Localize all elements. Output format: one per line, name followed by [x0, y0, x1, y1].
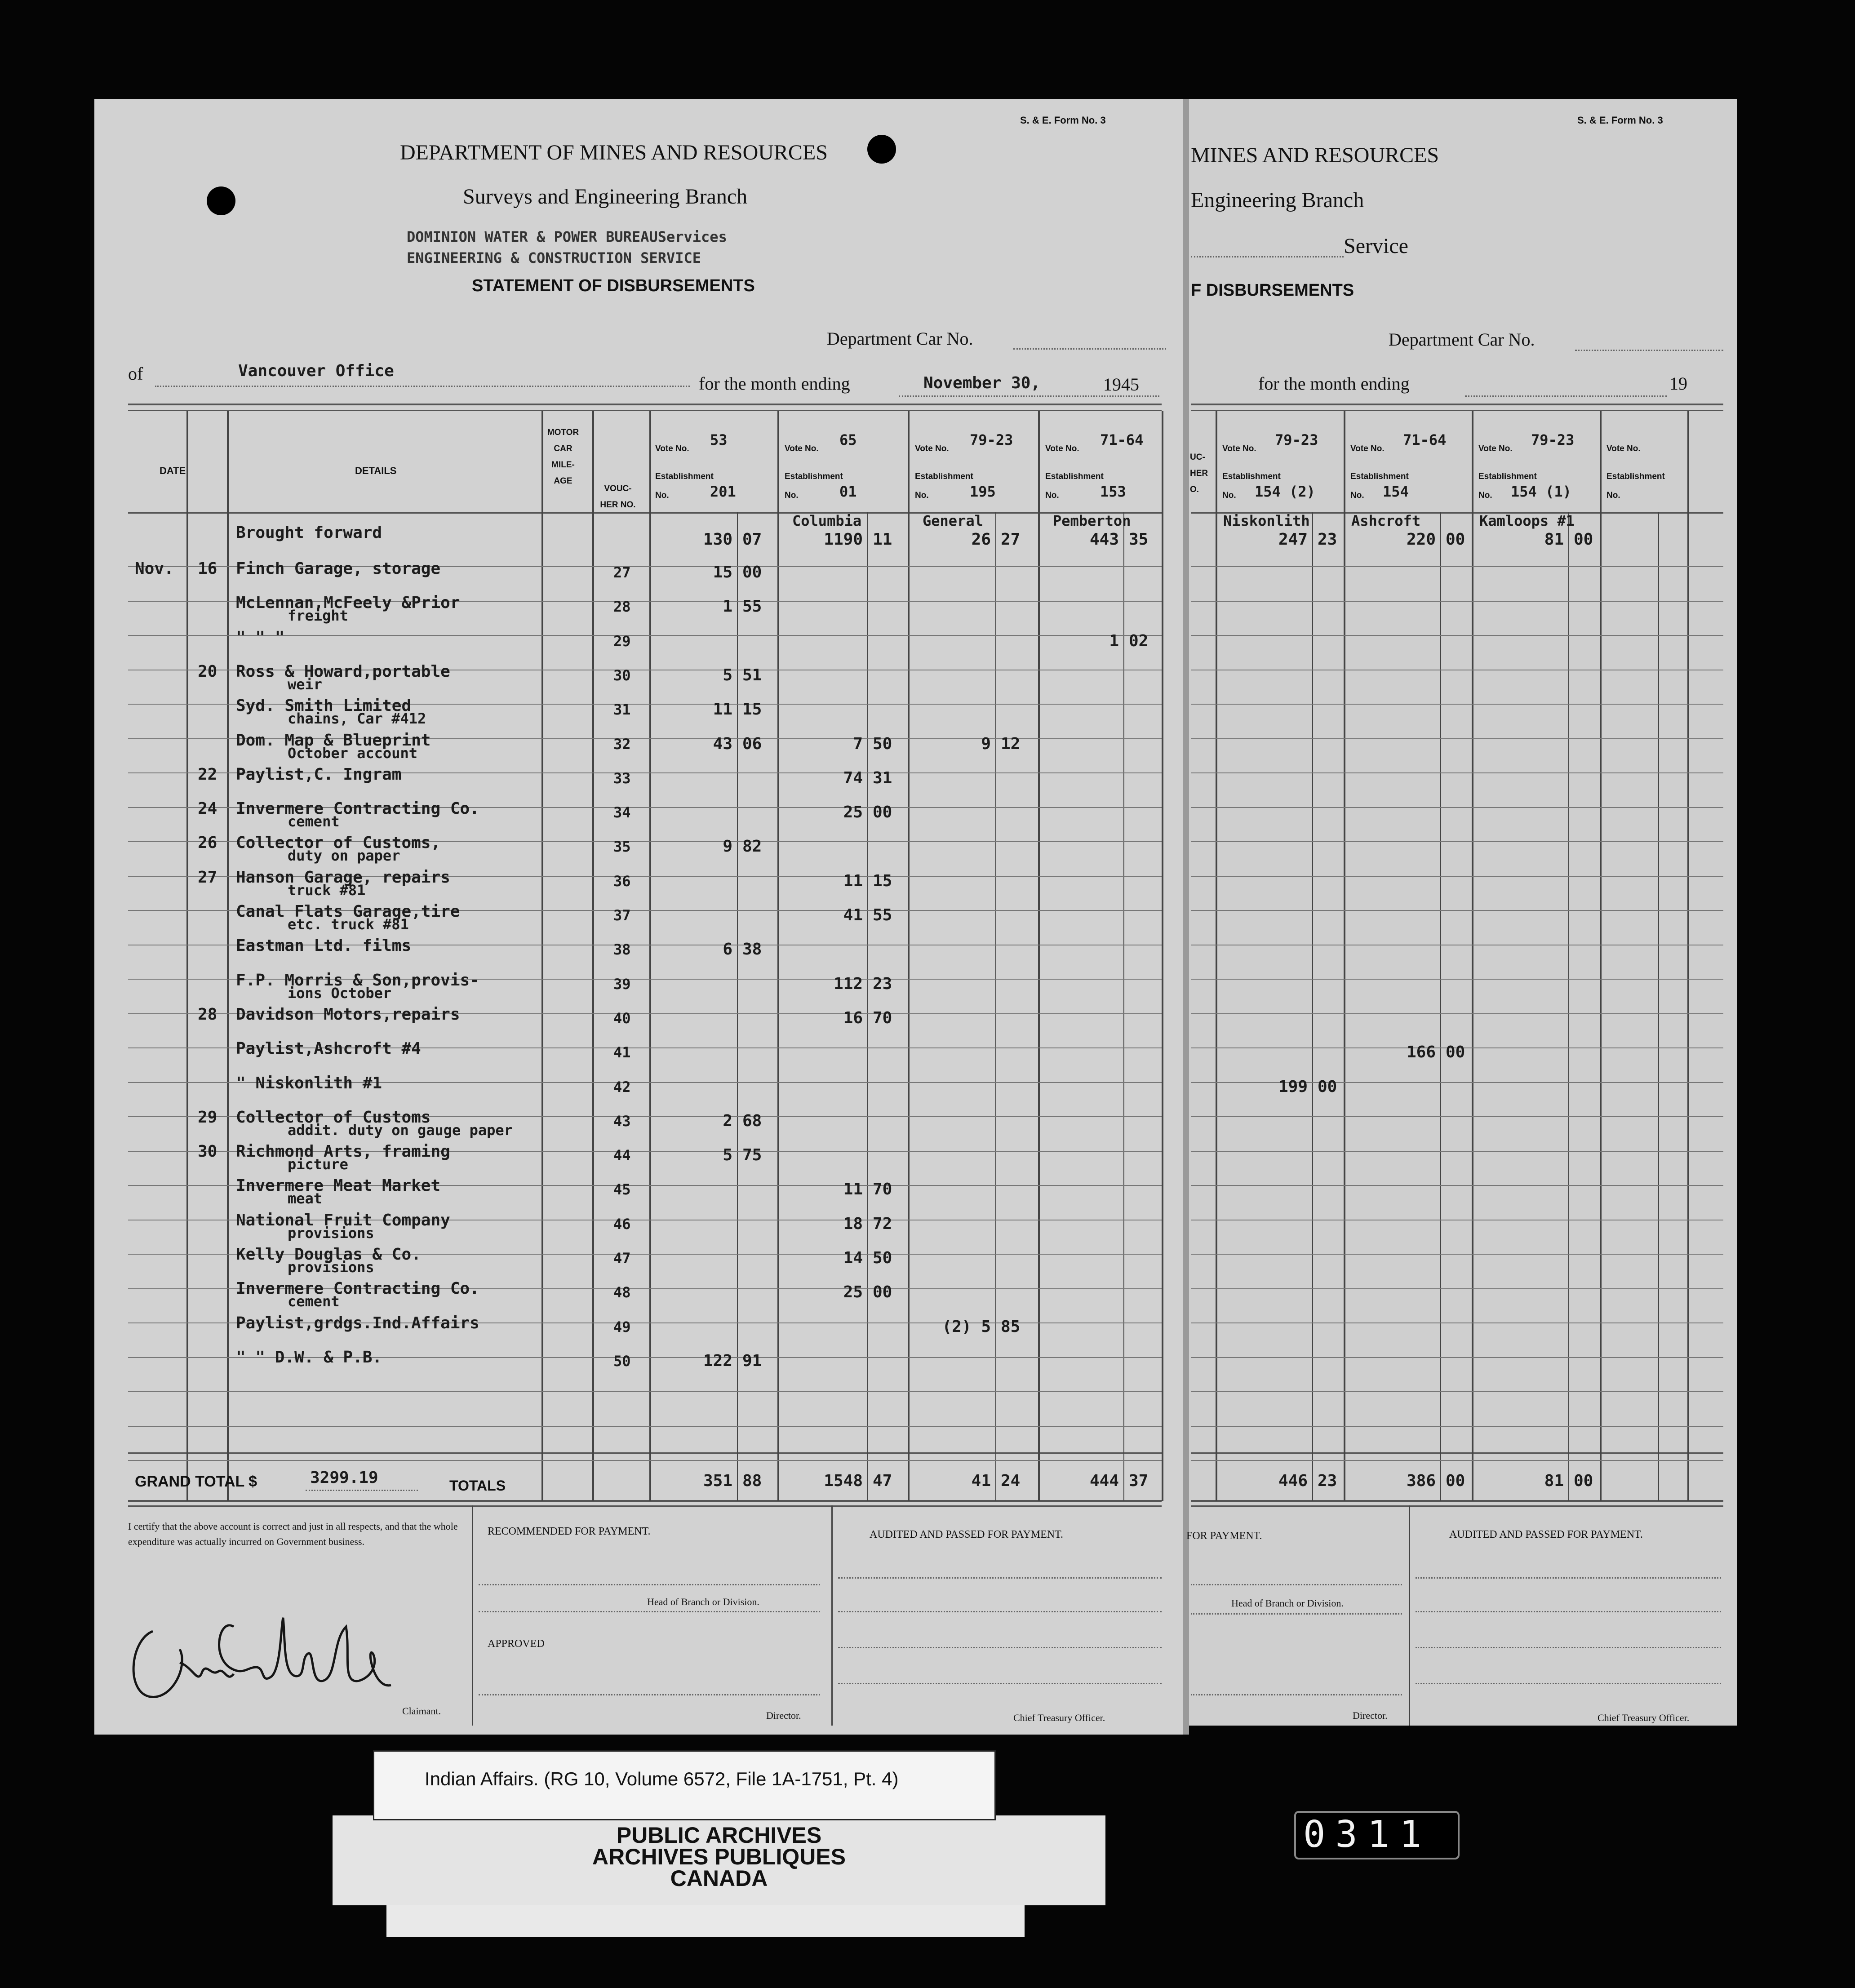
- row-details: Ross & Howard,portable: [236, 662, 450, 681]
- row-voucher: 33: [613, 770, 631, 787]
- row-details-sub: weir: [288, 676, 323, 693]
- brought-forward-amount-cents: 23: [1318, 530, 1337, 549]
- stamp-line-2: ENGINEERING & CONSTRUCTION SERVICE: [407, 249, 701, 266]
- row-rule: [1191, 635, 1723, 636]
- total-amount-cents: 23: [1318, 1472, 1337, 1490]
- row-voucher: 39: [613, 976, 631, 993]
- director-label: Director.: [766, 1710, 801, 1721]
- row-rule: [1191, 841, 1723, 842]
- department-title-right: MINES AND RESOURCES: [1191, 143, 1439, 167]
- row-amount-cents: 31: [873, 769, 892, 787]
- brought-forward-amount-cents: 35: [1129, 530, 1149, 549]
- row-amount-dollars: 9: [723, 837, 732, 856]
- row-rule: [128, 1426, 1162, 1427]
- row-rule: [1191, 910, 1723, 911]
- brought-forward-amount-dollars: 220: [1406, 530, 1436, 549]
- establishment-number: 01: [839, 483, 857, 500]
- cents-rule: [1440, 512, 1441, 1501]
- row-details: Richmond Arts, framing: [236, 1142, 450, 1161]
- row-voucher: 41: [613, 1044, 631, 1061]
- total-amount-dollars: 41: [971, 1472, 991, 1490]
- establishment-label: Establishment: [1606, 472, 1665, 481]
- row-amount-cents: 15: [873, 872, 892, 890]
- row-amount-cents: 50: [873, 735, 892, 753]
- row-amount-dollars: 18: [843, 1215, 863, 1233]
- row-day: 30: [198, 1142, 217, 1161]
- row-rule: [1191, 1288, 1723, 1289]
- month-label: for the month ending: [699, 373, 850, 394]
- brought-forward-amount-dollars: 130: [703, 530, 732, 549]
- total-amount-dollars: 386: [1406, 1472, 1436, 1490]
- vote-number: 79-23: [970, 431, 1013, 448]
- audited-label: AUDITED AND PASSED FOR PAYMENT.: [870, 1529, 1063, 1540]
- vote-number: 79-23: [1531, 431, 1575, 448]
- year-field[interactable]: 1945: [1103, 374, 1139, 395]
- row-amount-cents: 70: [873, 1180, 892, 1198]
- brought-forward-amount-dollars: 26: [971, 530, 991, 549]
- establishment-no-label: No.: [655, 491, 669, 500]
- row-amount-cents: 38: [742, 940, 762, 958]
- brought-forward-amount-cents: 00: [1446, 530, 1465, 549]
- row-amount-cents: 00: [1446, 1043, 1465, 1061]
- row-rule: [1191, 704, 1723, 705]
- row-amount-cents: 82: [742, 837, 762, 856]
- vote-name: Kamloops #1: [1479, 512, 1575, 529]
- row-details-sub: truck #81: [288, 882, 366, 899]
- establishment-number: 154 (1): [1511, 483, 1571, 500]
- row-details-sub: provisions: [288, 1225, 374, 1242]
- column-rule: [186, 512, 187, 1452]
- row-amount-dollars: 25: [843, 1283, 863, 1301]
- row-amount-cents: 70: [873, 1009, 892, 1027]
- row-day: 22: [198, 765, 217, 784]
- row-voucher: 37: [613, 907, 631, 924]
- row-amount-dollars: 74: [843, 769, 863, 787]
- cents-rule: [1568, 512, 1569, 1501]
- total-amount-dollars: 446: [1278, 1472, 1308, 1490]
- car-label: Department Car No.: [827, 328, 973, 349]
- row-amount-dollars: 1: [723, 597, 732, 616]
- establishment-number: 154 (2): [1255, 483, 1315, 500]
- column-rule: [1472, 411, 1473, 1501]
- row-day: 16: [198, 559, 217, 578]
- row-amount-cents: 51: [742, 666, 762, 684]
- row-details: " " ": [236, 628, 285, 647]
- row-details: Paylist,grdgs.Ind.Affairs: [236, 1314, 479, 1332]
- approved-label: APPROVED: [488, 1638, 545, 1650]
- row-amount-dollars: 122: [703, 1352, 732, 1370]
- row-amount-dollars: 6: [723, 940, 732, 958]
- row-rule: [1191, 1151, 1723, 1152]
- stamp-line-1: DOMINION WATER & POWER BUREAUServices: [407, 228, 727, 245]
- row-voucher: 45: [613, 1181, 631, 1198]
- treasury-label-right: Chief Treasury Officer.: [1598, 1712, 1690, 1723]
- column-rule: [777, 411, 779, 1501]
- column-rule: [541, 411, 543, 1501]
- row-details: Davidson Motors,repairs: [236, 1005, 460, 1024]
- row-amount-cents: 23: [873, 975, 892, 993]
- row-day: 20: [198, 662, 217, 681]
- row-amount-dollars: 11: [713, 700, 732, 719]
- establishment-label: Establishment: [1045, 472, 1104, 481]
- row-rule: [1191, 807, 1723, 808]
- row-amount-dollars: 5: [723, 666, 732, 684]
- for-payment-label-right: FOR PAYMENT.: [1186, 1530, 1262, 1542]
- total-amount-dollars: 81: [1544, 1472, 1564, 1490]
- row-details-sub: October account: [288, 745, 417, 762]
- row-voucher: 50: [613, 1353, 631, 1370]
- col-header-mileage: MOTOR CAR MILE- AGE: [547, 428, 579, 486]
- brought-forward-amount-dollars: 1190: [824, 530, 863, 549]
- row-rule: [1191, 738, 1723, 739]
- vote-label: Vote No.: [785, 444, 819, 453]
- total-amount-cents: 00: [1446, 1472, 1465, 1490]
- brought-forward-amount-cents: 11: [873, 530, 892, 549]
- establishment-number: 154: [1383, 483, 1409, 500]
- archives-card-lower: [386, 1905, 1025, 1937]
- cents-rule: [867, 512, 868, 1501]
- director-label-right: Director.: [1353, 1710, 1388, 1721]
- brought-forward-amount-cents: 00: [1574, 530, 1593, 549]
- establishment-no-label: No.: [915, 491, 929, 500]
- column-rule: [1600, 411, 1602, 1501]
- row-voucher: 38: [613, 941, 631, 958]
- col-header-date: DATE: [160, 465, 186, 476]
- row-rule: [1191, 772, 1723, 773]
- row-voucher: 35: [613, 838, 631, 855]
- row-details-sub: freight: [288, 607, 348, 624]
- total-amount-dollars: 1548: [824, 1472, 863, 1490]
- row-details: Kelly Douglas & Co.: [236, 1245, 421, 1264]
- row-amount-cents: 06: [742, 735, 762, 753]
- total-amount-dollars: 351: [703, 1472, 732, 1490]
- column-rule: [1687, 411, 1689, 1501]
- establishment-no-label: No.: [1606, 491, 1620, 500]
- brought-forward-amount-cents: 27: [1001, 530, 1021, 549]
- row-amount-cents: 85: [1001, 1318, 1021, 1336]
- row-voucher: 27: [613, 564, 631, 581]
- row-details-sub: ions October: [288, 985, 392, 1002]
- vote-label: Vote No.: [1478, 444, 1513, 453]
- vote-number: 71-64: [1100, 431, 1144, 448]
- head-of-branch-label-right: Head of Branch or Division.: [1231, 1598, 1344, 1609]
- row-amount-cents: 15: [742, 700, 762, 719]
- row-amount-dollars: 15: [713, 563, 732, 581]
- row-amount-cents: 00: [873, 803, 892, 821]
- column-rule: [227, 411, 229, 1501]
- row-details: Collector of Customs: [236, 1108, 431, 1127]
- row-rule: [1191, 1357, 1723, 1358]
- archive-stamp-line-1: PUBLIC ARCHIVES: [616, 1823, 822, 1848]
- row-details: Invermere Contracting Co.: [236, 1279, 479, 1298]
- row-amount-dollars: 11: [843, 1180, 863, 1198]
- row-details: F.P. Morris & Son,provis-: [236, 971, 479, 990]
- total-amount-cents: 37: [1129, 1472, 1149, 1490]
- row-rule: [1191, 1116, 1723, 1117]
- audited-label-right: AUDITED AND PASSED FOR PAYMENT.: [1449, 1529, 1643, 1540]
- establishment-label: Establishment: [785, 472, 843, 481]
- row-amount-cents: 68: [742, 1112, 762, 1130]
- row-details: Syd. Smith Limited: [236, 697, 412, 715]
- row-month: Nov.: [135, 559, 174, 578]
- row-details-sub: meat: [288, 1190, 323, 1207]
- statement-title-right: F DISBURSEMENTS: [1191, 281, 1354, 300]
- vote-number: 53: [710, 431, 728, 448]
- totals-label: TOTALS: [449, 1478, 506, 1494]
- row-amount-dollars: 16: [843, 1009, 863, 1027]
- row-voucher: 29: [613, 633, 631, 650]
- row-rule: [128, 1391, 1162, 1392]
- punch-hole: [207, 186, 235, 215]
- row-amount-cents: 02: [1129, 632, 1149, 650]
- row-voucher: 34: [613, 804, 631, 821]
- establishment-no-label: No.: [785, 491, 799, 500]
- of-label: of: [128, 364, 143, 384]
- column-rule: [592, 411, 594, 1501]
- establishment-no-label: No.: [1222, 491, 1236, 500]
- row-rule: [1191, 601, 1723, 602]
- total-amount-cents: 47: [873, 1472, 892, 1490]
- archive-reference: Indian Affairs. (RG 10, Volume 6572, File 1A-1751, Pt. 4): [425, 1768, 899, 1789]
- row-details: Finch Garage, storage: [236, 559, 441, 578]
- row-voucher: 31: [613, 701, 631, 718]
- car-label-right: Department Car No.: [1389, 329, 1535, 350]
- row-details: McLennan,McFeely &Prior: [236, 594, 460, 612]
- vote-label: Vote No.: [1222, 444, 1256, 453]
- row-amount-dollars: 43: [713, 735, 732, 753]
- row-rule: [1191, 1460, 1723, 1461]
- row-amount-cents: 12: [1001, 735, 1021, 753]
- vote-name: Columbia: [792, 512, 862, 529]
- brought-forward-amount-cents: 07: [742, 530, 762, 549]
- claimant-signature: [121, 1600, 409, 1712]
- row-amount-dollars: 1: [1109, 632, 1119, 650]
- head-of-branch-label: Head of Branch or Division.: [647, 1596, 759, 1607]
- vote-name: Ashcroft: [1351, 512, 1421, 529]
- row-amount-dollars: 11: [843, 872, 863, 890]
- row-rule: [1191, 566, 1723, 567]
- row-voucher: 47: [613, 1250, 631, 1267]
- row-voucher: 46: [613, 1216, 631, 1233]
- row-amount-cents: 50: [873, 1249, 892, 1267]
- row-amount-cents: 00: [873, 1283, 892, 1301]
- row-rule: [1191, 1013, 1723, 1014]
- row-amount-dollars: 112: [833, 975, 863, 993]
- row-voucher: 28: [613, 598, 631, 615]
- row-details: Dom. Map & Blueprint: [236, 731, 431, 750]
- row-rule: [1191, 876, 1723, 877]
- row-details-sub: chains, Car #412: [288, 710, 426, 727]
- row-day: 28: [198, 1005, 217, 1024]
- cents-rule: [737, 512, 738, 1501]
- cents-rule: [995, 512, 996, 1501]
- grand-total-value: 3299.19: [310, 1469, 378, 1487]
- row-details: Canal Flats Garage,tire: [236, 902, 460, 921]
- row-amount-dollars: 5: [723, 1146, 732, 1164]
- row-details: National Fruit Company: [236, 1211, 450, 1229]
- row-amount-dollars: 41: [843, 906, 863, 924]
- row-details-sub: duty on paper: [288, 847, 400, 864]
- vote-name: Pemberton: [1053, 512, 1131, 529]
- row-details: " " D.W. & P.B.: [236, 1348, 382, 1367]
- form-number: S. & E. Form No. 3: [1020, 115, 1106, 126]
- row-details-sub: etc. truck #81: [288, 916, 409, 933]
- sheet-fold: [1183, 99, 1189, 1735]
- row-rule: [128, 1460, 1162, 1461]
- row-amount-cents: 55: [742, 597, 762, 616]
- row-amount-dollars: 7: [853, 735, 863, 753]
- row-voucher: 49: [613, 1318, 631, 1336]
- row-details-sub: cement: [288, 1293, 340, 1310]
- vote-label: Vote No.: [915, 444, 949, 453]
- row-day: 24: [198, 799, 217, 818]
- establishment-label: Establishment: [1222, 472, 1281, 481]
- row-details: Invermere Contracting Co.: [236, 799, 479, 818]
- brought-forward-amount-dollars: 443: [1089, 530, 1119, 549]
- row-amount-dollars: 199: [1278, 1078, 1308, 1096]
- row-details: " Niskonlith #1: [236, 1074, 382, 1092]
- row-amount-cents: 00: [1318, 1078, 1337, 1096]
- grand-total-label: GRAND TOTAL $: [135, 1473, 257, 1490]
- col-header-voucher-right: UC- HER O.: [1190, 453, 1208, 494]
- row-details: Hanson Garage, repairs: [236, 868, 450, 887]
- year-label-right: 19: [1669, 373, 1687, 394]
- row-amount-dollars: 2: [723, 1112, 732, 1130]
- row-amount-dollars: 166: [1406, 1043, 1436, 1061]
- archive-stamp-line-2: ARCHIVES PUBLIQUES: [592, 1844, 846, 1869]
- row-amount-dollars: (2) 5: [942, 1318, 991, 1336]
- frame-number: 0311: [1303, 1813, 1432, 1856]
- statement-title: STATEMENT OF DISBURSEMENTS: [472, 276, 755, 295]
- column-rule: [1216, 411, 1217, 1501]
- row-details: Collector of Customs,: [236, 834, 441, 852]
- branch-title-right: Engineering Branch: [1191, 188, 1364, 212]
- vote-label: Vote No.: [655, 444, 689, 453]
- row-voucher: 48: [613, 1284, 631, 1301]
- vote-name: Niskonlith: [1223, 512, 1310, 529]
- column-rule: [1344, 411, 1345, 1501]
- row-day: 29: [198, 1108, 217, 1127]
- row-amount-dollars: 14: [843, 1249, 863, 1267]
- form-number-right: S. & E. Form No. 3: [1577, 115, 1663, 126]
- row-details: Invermere Meat Market: [236, 1176, 441, 1195]
- vote-label: Vote No.: [1350, 444, 1385, 453]
- establishment-label: Establishment: [915, 472, 973, 481]
- brought-forward-label: Brought forward: [236, 524, 382, 542]
- column-rule: [1162, 411, 1163, 1501]
- service-label-right: Service: [1344, 234, 1408, 258]
- row-amount-cents: 72: [873, 1215, 892, 1233]
- total-amount-cents: 88: [742, 1472, 762, 1490]
- establishment-label: Establishment: [1478, 472, 1537, 481]
- vote-name: General: [923, 512, 983, 529]
- col-header-voucher: VOUC- HER NO.: [600, 484, 636, 510]
- column-rule: [1038, 411, 1040, 1501]
- vote-label: Vote No.: [1606, 444, 1641, 453]
- establishment-number: 201: [710, 483, 736, 500]
- row-amount-cents: 55: [873, 906, 892, 924]
- row-voucher: 30: [613, 667, 631, 684]
- row-details: Paylist,C. Ingram: [236, 765, 402, 784]
- cents-rule: [1658, 512, 1659, 1501]
- row-rule: [1191, 1426, 1723, 1427]
- row-amount-cents: 00: [742, 563, 762, 581]
- cents-rule: [1123, 512, 1124, 1501]
- establishment-label: Establishment: [1350, 472, 1409, 481]
- total-amount-cents: 00: [1574, 1472, 1593, 1490]
- month-label-right: for the month ending: [1258, 373, 1410, 394]
- office-field[interactable]: Vancouver Office: [238, 362, 394, 380]
- row-rule: [1191, 1254, 1723, 1255]
- row-rule: [1191, 1185, 1723, 1186]
- row-voucher: 44: [613, 1147, 631, 1164]
- claimant-label: Claimant.: [402, 1705, 441, 1717]
- row-voucher: 36: [613, 873, 631, 890]
- establishment-label: Establishment: [655, 472, 714, 481]
- branch-title: Surveys and Engineering Branch: [463, 185, 748, 209]
- brought-forward-amount-dollars: 81: [1544, 530, 1564, 549]
- row-amount-cents: 75: [742, 1146, 762, 1164]
- row-amount-dollars: 25: [843, 803, 863, 821]
- establishment-number: 195: [970, 483, 996, 500]
- establishment-number: 153: [1100, 483, 1126, 500]
- column-rule: [908, 411, 910, 1501]
- row-details: Paylist,Ashcroft #4: [236, 1039, 421, 1058]
- row-day: 26: [198, 834, 217, 852]
- vote-label: Vote No.: [1045, 444, 1079, 453]
- punch-hole: [867, 135, 896, 164]
- treasury-label: Chief Treasury Officer.: [1013, 1712, 1105, 1723]
- vote-number: 65: [839, 431, 857, 448]
- row-details-sub: cement: [288, 813, 340, 830]
- row-voucher: 40: [613, 1010, 631, 1027]
- row-day: 27: [198, 868, 217, 887]
- row-details-sub: provisions: [288, 1259, 374, 1276]
- row-voucher: 42: [613, 1078, 631, 1096]
- row-voucher: 32: [613, 736, 631, 753]
- col-header-details: DETAILS: [355, 465, 397, 476]
- total-amount-dollars: 444: [1089, 1472, 1119, 1490]
- row-amount-cents: 91: [742, 1352, 762, 1370]
- row-rule: [1191, 979, 1723, 980]
- establishment-no-label: No.: [1045, 491, 1059, 500]
- vote-number: 79-23: [1275, 431, 1318, 448]
- total-amount-cents: 24: [1001, 1472, 1021, 1490]
- row-amount-dollars: 9: [981, 735, 991, 753]
- cents-rule: [1312, 512, 1313, 1501]
- row-details: Eastman Ltd. films: [236, 936, 412, 955]
- recommended-label: RECOMMENDED FOR PAYMENT.: [488, 1526, 651, 1537]
- establishment-no-label: No.: [1350, 491, 1364, 500]
- certification-text: I certify that the above account is correct and just in all respects, and that the whole expenditure was actually incurred on Government business.: [128, 1521, 458, 1547]
- establishment-no-label: No.: [1478, 491, 1492, 500]
- row-rule: [1191, 1322, 1723, 1323]
- row-voucher: 43: [613, 1113, 631, 1130]
- row-details-sub: addit. duty on gauge paper: [288, 1122, 513, 1139]
- department-title: DEPARTMENT OF MINES AND RESOURCES: [400, 141, 828, 164]
- archive-stamp-line-3: CANADA: [670, 1866, 768, 1891]
- month-field[interactable]: November 30,: [923, 374, 1041, 392]
- row-details-sub: picture: [288, 1156, 348, 1173]
- vote-number: 71-64: [1403, 431, 1447, 448]
- row-rule: [1191, 1391, 1723, 1392]
- brought-forward-amount-dollars: 247: [1278, 530, 1308, 549]
